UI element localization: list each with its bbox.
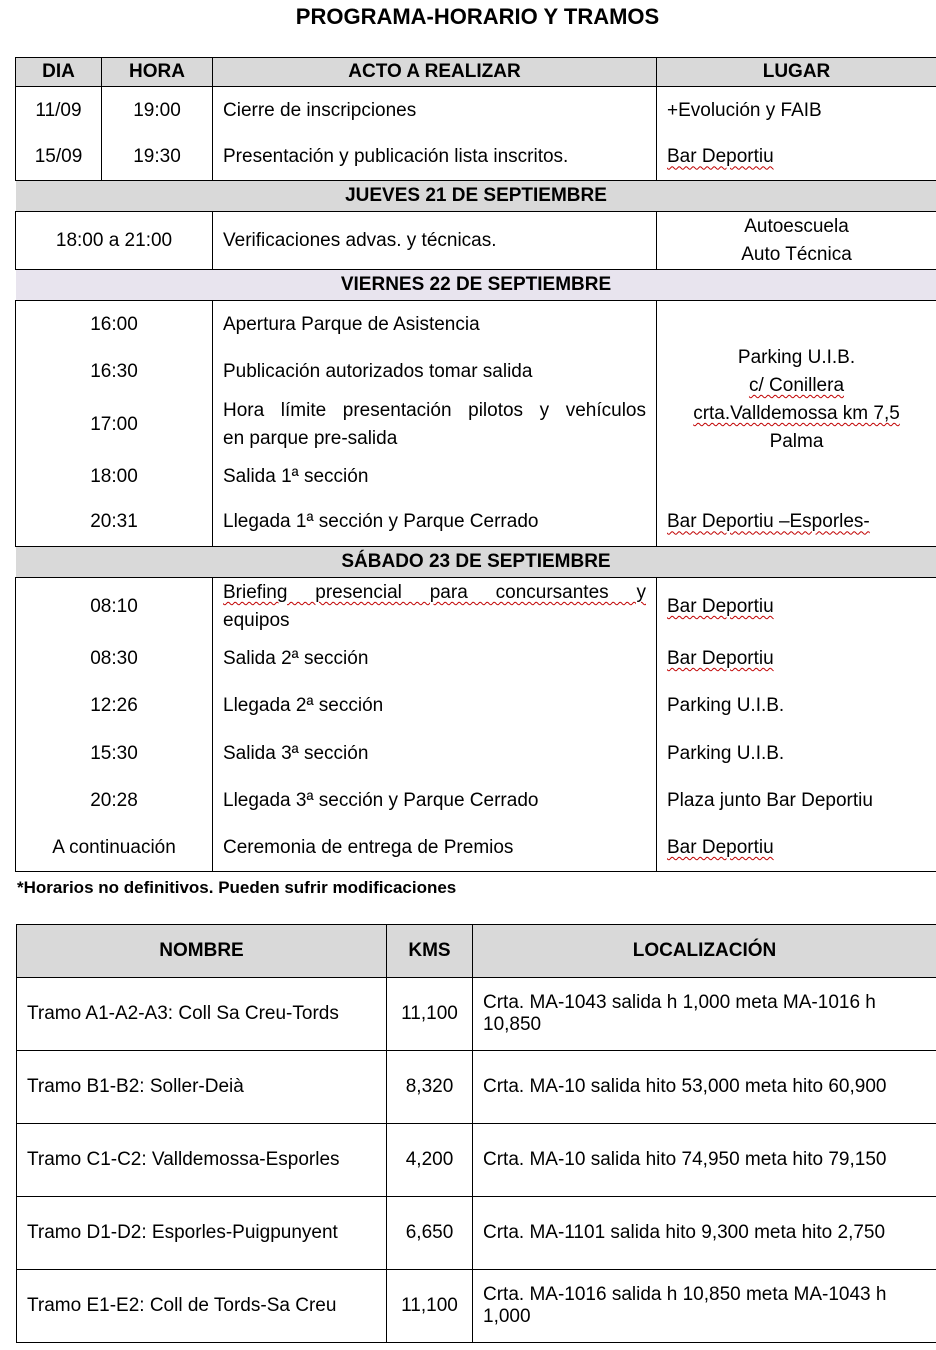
table-row [16,683,936,730]
hora-cell: 17:00 [16,395,213,455]
col-kms: KMS [387,925,473,978]
dia-cell: 15/09 [16,135,102,181]
hora-cell: 20:31 [16,499,213,547]
acto-cell: Llegada 1ª sección y Parque Cerrado [213,499,657,547]
col-acto: ACTO A REALIZAR [213,58,657,87]
lugar-text: Bar Deportiu [667,146,774,168]
hora-cell: 16:00 [16,301,213,349]
col-hora: HORA [102,58,213,87]
lugar-text: Bar Deportiu [667,648,774,669]
acto-text: Briefing presencial para concursantes y [223,581,646,603]
hora-cell: 20:28 [16,778,213,825]
localizacion-cell: Crta. MA-1016 salida h 10,850 meta MA-1043 h 1,000 [473,1270,936,1343]
table-row [16,499,936,547]
lugar-line [657,400,936,428]
lugar-text: Bar Deportiu [667,595,774,617]
kms-cell: 4,200 [387,1124,473,1197]
acto-cell: Ceremonia de entrega de Premios [213,825,657,872]
localizacion-cell: Crta. MA-10 salida hito 74,950 meta hito 79,150 [473,1124,936,1197]
day-header-jueves [16,181,936,212]
dia-cell: 11/09 [16,87,102,135]
table-row [16,778,936,825]
lugar-cell [657,499,936,547]
lugar-cell: Parking U.I.B. [657,683,936,730]
lugar-cell: Parking U.I.B. [657,730,936,778]
acto-cell: Salida 1ª sección [213,455,657,499]
table-row [17,1197,936,1270]
acto-cell: Apertura Parque de Asistencia [213,301,657,349]
tramos-table [16,924,936,1343]
acto-line: equipos [223,609,290,631]
table-row [16,578,936,636]
schedule-table [15,57,936,872]
lugar-cell [657,212,936,270]
kms-cell: 8,320 [387,1051,473,1124]
kms-cell: 11,100 [387,1270,473,1343]
acto-cell: Llegada 3ª sección y Parque Cerrado [213,778,657,825]
lugar-cell [657,778,936,825]
acto-line [213,582,656,604]
lugar-line: Palma [769,430,824,452]
lugar-line: Autoescuela [744,215,849,237]
hora-cell: 15:30 [16,730,213,778]
hora-cell: 08:10 [16,578,213,636]
lugar-cell [657,578,936,636]
day-title: SÁBADO 23 DE SEPTIEMBRE [16,547,936,578]
table-row [16,730,936,778]
day-title: VIERNES 22 DE SEPTIEMBRE [16,270,936,301]
acto-cell: Cierre de inscripciones [213,87,657,135]
table-row [16,212,936,270]
acto-cell: Llegada 2ª sección [213,683,657,730]
lugar-text: crta.Valldemossa km 7,5 [693,402,900,424]
lugar-cell [657,636,936,683]
col-nombre: NOMBRE [17,925,387,978]
table-row [17,1270,936,1343]
acto-cell: Salida 3ª sección [213,730,657,778]
nombre-cell: Tramo B1-B2: Soller-Deià [17,1051,387,1124]
acto-cell: Salida 2ª sección [213,636,657,683]
lugar-line [657,372,936,400]
acto-cell: Publicación autorizados tomar salida [213,349,657,395]
day-header-viernes [16,270,936,301]
lugar-text: Bar Deportiu –Esporles- [667,511,870,533]
acto-line: Hora límite presentación pilotos y vehículos [223,399,646,421]
localizacion-cell: Crta. MA-1101 salida hito 9,300 meta hito 2,750 [473,1197,936,1270]
acto-line: en parque pre-salida [223,427,398,449]
table-row [16,87,936,135]
lugar-line: Parking U.I.B. [737,346,856,368]
lugar-line: Auto Técnica [741,243,852,265]
table-row [16,636,936,683]
hora-cell: 18:00 a 21:00 [16,212,213,270]
hora-cell: 19:00 [102,87,213,135]
nombre-cell: Tramo E1-E2: Coll de Tords-Sa Creu [17,1270,387,1343]
table-row [17,978,936,1051]
tramos-header-row [17,925,936,978]
lugar-cell [657,135,936,181]
localizacion-cell: Crta. MA-10 salida hito 53,000 meta hito 60,900 [473,1051,936,1124]
hora-cell: 08:30 [16,636,213,683]
col-lugar: LUGAR [657,58,936,87]
col-localizacion: LOCALIZACIÓN [473,925,936,978]
table-row [17,1051,936,1124]
col-dia: DIA [16,58,102,87]
acto-cell: Verificaciones advas. y técnicas. [213,212,657,270]
acto-cell: Presentación y publicación lista inscritos. [213,135,657,181]
table-row [16,135,936,181]
acto-cell [213,578,657,636]
lugar-cell [657,301,936,499]
kms-cell: 11,100 [387,978,473,1051]
lugar-text: c/ Conillera [748,374,845,396]
lugar-text: Plaza junto Bar Deportiu [667,790,873,811]
localizacion-cell: Crta. MA-1043 salida h 1,000 meta MA-1016 h 10,850 [473,978,936,1051]
schedule-header-row [16,58,936,87]
nombre-cell: Tramo A1-A2-A3: Coll Sa Creu-Tords [17,978,387,1051]
hora-cell: A continuación [16,825,213,872]
lugar-cell: +Evolución y FAIB [657,87,936,135]
hora-cell: 18:00 [16,455,213,499]
lugar-cell [657,825,936,872]
day-title: JUEVES 21 DE SEPTIEMBRE [16,181,936,212]
schedule-note: *Horarios no definitivos. Pueden sufrir modificaciones [17,878,457,897]
acto-cell [213,395,657,455]
nombre-cell: Tramo D1-D2: Esporles-Puigpunyent [17,1197,387,1270]
day-header-sabado [16,547,936,578]
table-row [16,301,936,349]
nombre-cell: Tramo C1-C2: Valldemossa-Esporles [17,1124,387,1197]
lugar-text: Bar Deportiu [667,836,774,858]
hora-cell: 19:30 [102,135,213,181]
table-row [16,825,936,872]
hora-cell: 12:26 [16,683,213,730]
hora-cell: 16:30 [16,349,213,395]
page-title: PROGRAMA-HORARIO Y TRAMOS [295,4,660,29]
table-row [17,1124,936,1197]
kms-cell: 6,650 [387,1197,473,1270]
